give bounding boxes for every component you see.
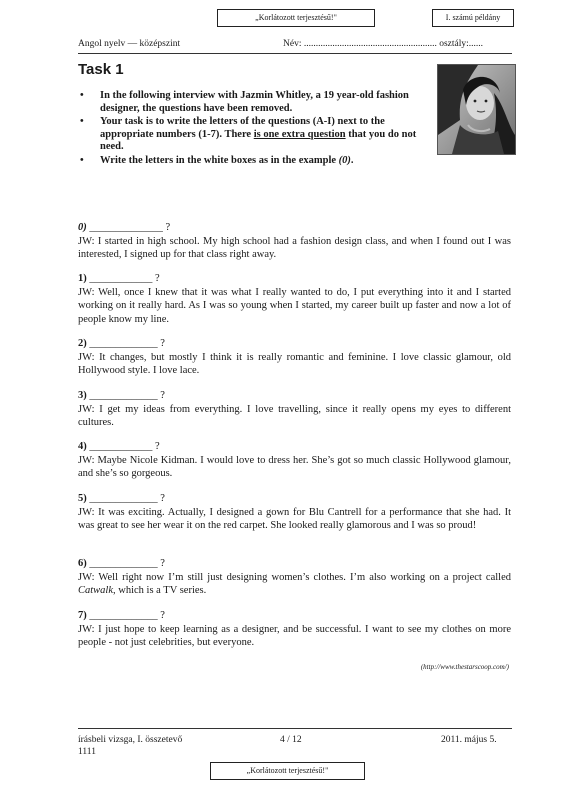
instruction-item (78, 90, 428, 115)
subject-label: Angol nyelv — középszint (78, 39, 181, 49)
answer-text: JW: Well, once I knew that it was what I really wanted to do, I put everything into it and I started working on it really hard. As I was so young when I started, my career built up faster and now a lot of people know my line. (78, 286, 511, 325)
bullet-icon: • (80, 116, 84, 127)
answer-blank[interactable]: _____________ ? (89, 493, 165, 504)
instruction-text: . (350, 154, 354, 166)
exam-date: 2011. május 5. (441, 735, 497, 745)
show-title: Catwalk (78, 585, 114, 596)
interview-item-1 (78, 272, 511, 326)
item-number: 4) (78, 441, 87, 452)
interview-item-6 (78, 557, 511, 598)
question-line (78, 337, 511, 351)
footer-rule (78, 728, 512, 729)
answer-text: JW: I get my ideas from everything. I love travelling, since it really opens my eyes to different cultures. (78, 403, 511, 428)
answer-blank[interactable]: ____________ ? (89, 441, 160, 452)
question-line (78, 440, 511, 454)
answer-text: JW: It was exciting. Actually, I designed a gown for Blu Cantrell for a performance that she had. It was great to see her wear it on the red carpet. She looked really glamorous and I was so proud! (78, 506, 511, 531)
bullet-icon: • (80, 154, 84, 166)
exam-code: 1111 (78, 747, 96, 757)
instruction-text: Your task is to write the letters of the questions (A-I) next to the appropriate numbers (1-7). There (100, 116, 385, 140)
answer-blank[interactable]: ______________ ? (89, 222, 171, 233)
page-number: 4 / 12 (280, 735, 302, 745)
answer-blank[interactable]: _____________ ? (89, 390, 165, 401)
answer-text: JW: I started in high school. My high school had a fashion design class, and when I found out I was interested, I signed up for that class right away. (78, 235, 511, 260)
item-number: 7) (78, 610, 87, 621)
footer-restricted-label: „Korlátozott terjesztésű!" (210, 762, 365, 780)
designer-photo-graphic (438, 65, 515, 154)
item-number: 0) (78, 222, 87, 233)
item-number: 5) (78, 493, 87, 504)
answer-text-part: JW: Well right now I’m still just designing women’s clothes. I’m also working on a project called (78, 571, 511, 583)
question-line (78, 389, 511, 403)
restricted-distribution-label: „Korlátozott terjesztésű!" (217, 9, 375, 27)
designer-photo (437, 64, 516, 155)
question-line (78, 609, 511, 623)
answer-blank[interactable]: ____________ ? (89, 273, 160, 284)
question-line (78, 221, 511, 235)
interview-item-3 (78, 389, 511, 430)
instruction-text: In the following interview with Jazmin Whitley, a 19 year-old fashion designer, the questions have been removed. (100, 90, 409, 114)
question-line (78, 272, 511, 286)
interview-item-0 (78, 221, 511, 262)
interview-item-5 (78, 492, 511, 533)
item-number: 3) (78, 390, 87, 401)
answer-text: JW: It changes, but mostly I think it is really romantic and feminine. I love classic glamour, old Hollywood style. I love lace. (78, 351, 511, 376)
exam-label: írásbeli vizsga, I. összetevő (78, 735, 183, 745)
question-line (78, 557, 511, 571)
item-number: 6) (78, 558, 87, 569)
task-instructions (78, 90, 428, 168)
answer-blank[interactable]: _____________ ? (89, 558, 165, 569)
instruction-item (78, 155, 428, 168)
source-citation: (http://www.thestarscoop.com/) (420, 663, 509, 671)
task-title: Task 1 (78, 61, 124, 78)
instruction-text: that you do not need. (100, 128, 417, 152)
copy-number-label: I. számú példány (432, 9, 514, 27)
interview-item-7 (78, 609, 511, 650)
instruction-text: Write the letters in the white boxes as in the example (100, 154, 339, 166)
interview-item-4 (78, 440, 511, 481)
name-class-field: Név: ........................................................ osztály:...... (283, 39, 484, 49)
answer-text: JW: Maybe Nicole Kidman. I would love to dress her. She’s got so much classic Hollywood glamour, and she’s so gorgeous. (78, 454, 511, 479)
item-number: 1) (78, 273, 87, 284)
instruction-item (78, 116, 428, 154)
item-number: 2) (78, 338, 87, 349)
answer-text: JW: I just hope to keep learning as a designer, and be successful. I want to see my clothes on more people - not just celebrities, but everyone. (78, 623, 511, 648)
bullet-icon: • (80, 90, 84, 101)
interview-item-2 (78, 337, 511, 378)
answer-text-part: , which is a TV series. (113, 585, 207, 596)
instruction-example-ref: (0) (338, 154, 351, 166)
answer-blank[interactable]: _____________ ? (89, 610, 165, 621)
question-line (78, 492, 511, 506)
answer-text (78, 571, 511, 598)
header-rule (78, 53, 512, 54)
answer-blank[interactable]: _____________ ? (89, 338, 165, 349)
instruction-underlined-text: is one extra question (253, 128, 346, 140)
